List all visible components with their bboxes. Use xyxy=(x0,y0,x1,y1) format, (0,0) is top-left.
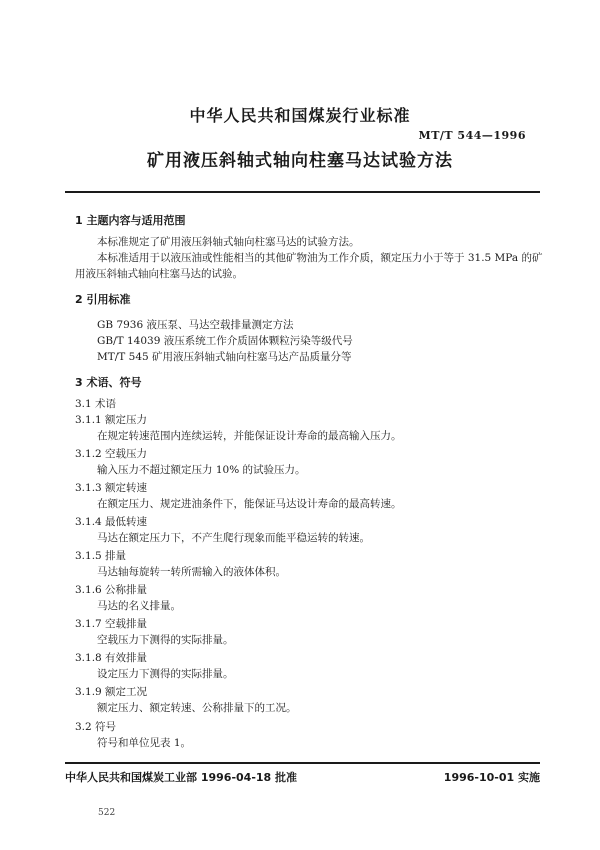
term-definition: 马达轴每旋转一转所需输入的液体体积。 xyxy=(97,566,286,578)
reference-item: GB 7936 液压泵、马达空载排量测定方法 xyxy=(97,319,294,331)
document-title: 矿用液压斜轴式轴向柱塞马达试验方法 xyxy=(147,151,453,171)
term-label: 3.1.9 额定工况 xyxy=(75,686,148,698)
approval-statement: 中华人民共和国煤炭工业部 1996-04-18 批准 xyxy=(65,771,298,784)
term-definition: 输入压力不超过额定压力 10% 的试验压力。 xyxy=(97,464,306,476)
subsection-3-2-text: 符号和单位见表 1。 xyxy=(97,737,192,749)
header-rule xyxy=(65,191,540,193)
term-label: 3.1.6 公称排量 xyxy=(75,584,148,596)
term-definition: 空载压力下测得的实际排量。 xyxy=(97,634,234,646)
term-definition: 马达的名义排量。 xyxy=(97,600,181,612)
issuing-agency: 中华人民共和国煤炭行业标准 xyxy=(189,106,411,125)
term-label: 3.1.1 额定压力 xyxy=(75,414,148,426)
subsection-3-2-heading: 3.2 符号 xyxy=(75,721,117,733)
term-definition: 在规定转速范围内连续运转，并能保证设计寿命的最高输入压力。 xyxy=(97,430,402,442)
section-2-heading: 2 引用标准 xyxy=(75,293,131,306)
section-1-paragraph-2: 本标准适用于以液压油或性能相当的其他矿物油为工作介质，额定压力小于等于 31.5 MPa 的矿 xyxy=(97,252,543,264)
term-label: 3.1.8 有效排量 xyxy=(75,652,148,664)
term-definition: 马达在额定压力下，不产生爬行现象而能平稳运转的转速。 xyxy=(97,532,370,544)
footer-rule xyxy=(65,762,540,764)
standard-number: MT/T 544—1996 xyxy=(418,129,526,142)
page-number: 522 xyxy=(98,808,116,818)
term-definition: 在额定压力、规定进油条件下，能保证马达设计寿命的最高转速。 xyxy=(97,498,402,510)
subsection-3-1-heading: 3.1 术语 xyxy=(75,398,117,410)
term-label: 3.1.2 空载压力 xyxy=(75,448,148,460)
term-label: 3.1.4 最低转速 xyxy=(75,516,148,528)
section-1-heading: 1 主题内容与适用范围 xyxy=(75,214,186,227)
term-label: 3.1.3 额定转速 xyxy=(75,482,148,494)
term-definition: 额定压力、额定转速、公称排量下的工况。 xyxy=(97,702,297,714)
reference-item: GB/T 14039 液压系统工作介质固体颗粒污染等级代号 xyxy=(97,335,353,347)
term-definition: 设定压力下测得的实际排量。 xyxy=(97,668,234,680)
section-3-heading: 3 术语、符号 xyxy=(75,376,142,389)
term-label: 3.1.5 排量 xyxy=(75,550,127,562)
implementation-date: 1996-10-01 实施 xyxy=(443,771,540,784)
section-1-paragraph-1: 本标准规定了矿用液压斜轴式轴向柱塞马达的试验方法。 xyxy=(97,236,360,248)
term-label: 3.1.7 空载排量 xyxy=(75,618,148,630)
section-1-paragraph-2-cont: 用液压斜轴式轴向柱塞马达的试验。 xyxy=(75,268,243,280)
reference-item: MT/T 545 矿用液压斜轴式轴向柱塞马达产品质量分等 xyxy=(97,351,352,363)
